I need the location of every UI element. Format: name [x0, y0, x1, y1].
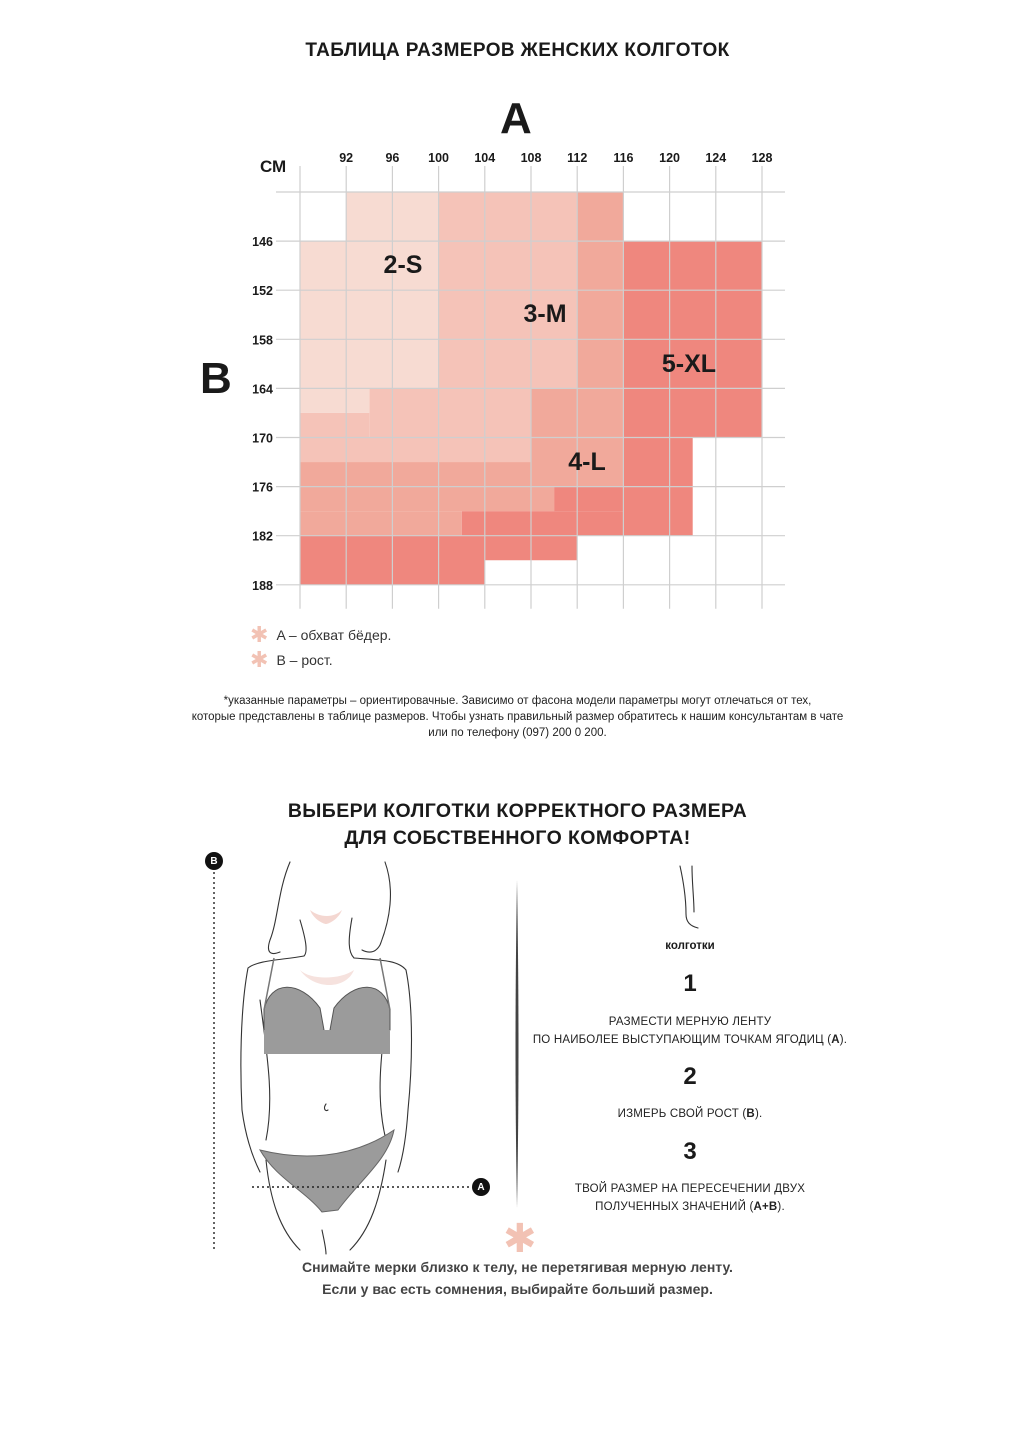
column-label: 108	[520, 151, 542, 165]
column-label: 128	[751, 151, 773, 165]
row-label: 146	[252, 235, 273, 250]
badge-b: B	[205, 852, 223, 870]
height-measure-line	[205, 872, 225, 1252]
axis-a-label: A	[500, 94, 532, 143]
step-3-text: ТВОЙ РАЗМЕР НА ПЕРЕСЕЧЕНИИ ДВУХ ПОЛУЧЕННЫХ ЗНАЧЕНИЙ (A+B).	[574, 1183, 806, 1213]
region-3m	[369, 388, 531, 437]
step-3-number: 3	[683, 1138, 697, 1165]
region-3m	[300, 438, 531, 463]
tights-leg-icon	[672, 864, 708, 930]
step-1-number: 1	[683, 970, 697, 997]
column-label: 112	[567, 151, 588, 165]
region-5xl	[462, 511, 624, 536]
badge-a: A	[472, 1178, 490, 1196]
row-label: 188	[252, 578, 273, 593]
legend-b: ✱ B – рост.	[250, 647, 333, 672]
region-4l	[300, 511, 462, 536]
column-label: 120	[659, 151, 681, 165]
asterisk-icon: ✱	[503, 1217, 537, 1261]
footer-note: Снимайте мерки близко к телу, не перетягивая мерную ленту. Если у вас есть сомнения, выбирайте больший размер.	[302, 1259, 733, 1297]
section-title: ВЫБЕРИ КОЛГОТКИ КОРРЕКТНОГО РАЗМЕРА ДЛЯ СОБСТВЕННОГО КОМФОРТА!	[287, 800, 748, 849]
body-figure-illustration	[230, 860, 500, 1255]
size-grid-chart	[0, 0, 1035, 620]
row-label: 164	[252, 382, 273, 397]
row-label: 170	[252, 431, 273, 446]
axis-b-label: B	[200, 354, 232, 403]
region-2s	[300, 388, 369, 413]
asterisk-icon: ✱	[250, 647, 269, 672]
product-label: колготки	[665, 940, 715, 952]
size-label-l: 4-L	[568, 448, 606, 476]
row-label: 152	[252, 284, 273, 299]
size-label-s: 2-S	[383, 251, 423, 279]
page-title: ТАБЛИЦА РАЗМЕРОВ ЖЕНСКИХ КОЛГОТОК	[305, 40, 730, 61]
region-5xl	[554, 487, 623, 512]
size-label-xl: 5-XL	[661, 350, 717, 378]
column-label: 92	[339, 151, 354, 165]
row-label: 158	[252, 333, 273, 348]
step-2-number: 2	[683, 1063, 697, 1090]
step-2-text: ИЗМЕРЬ СВОЙ РОСТ (B).	[617, 1108, 763, 1120]
disclaimer: *указанные параметры – ориентировачные. Зависимо от фасона модели параметры могут отлечаться от тех, которые представлены в таблице размеров. Чтобы узнать правильный размер обратитесь к нашим консультантам в чате или по телефону (097) 200 0 200.	[191, 695, 844, 739]
legend-a: ✱ A – обхват бёдер.	[250, 622, 392, 647]
column-label: 124	[705, 151, 727, 165]
row-label: 176	[252, 480, 273, 495]
region-4l	[300, 487, 554, 512]
row-label: 182	[252, 529, 273, 544]
unit-label: СМ	[260, 157, 287, 176]
column-label: 96	[385, 151, 400, 165]
asterisk-icon: ✱	[250, 622, 269, 647]
column-label: 100	[428, 151, 450, 165]
region-4l	[300, 462, 531, 487]
region-3m	[300, 413, 369, 438]
step-1-text: РАЗМЕСТИ МЕРНУЮ ЛЕНТУ ПО НАИБОЛЕЕ ВЫСТУПАЮЩИМ ТОЧКАМ ЯГОДИЦ (A).	[532, 1016, 848, 1046]
column-label: 104	[474, 151, 496, 165]
size-label-m: 3-M	[523, 300, 567, 328]
column-label: 116	[613, 151, 634, 165]
